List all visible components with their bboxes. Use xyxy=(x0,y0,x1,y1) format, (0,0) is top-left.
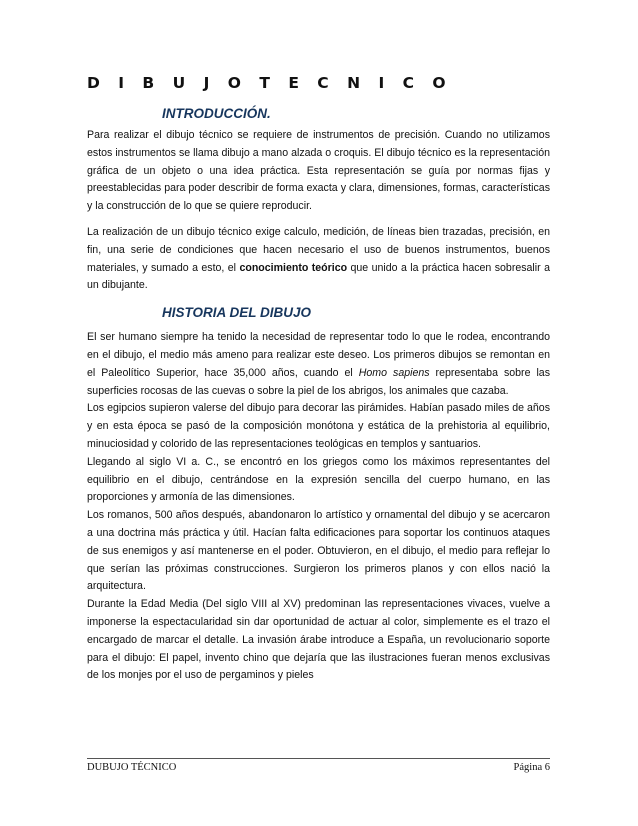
paragraph-text: representaba sobre las superficies rocosas de las cuevas o sobre la piel de los abrigos, los animales que cazaba. xyxy=(87,366,550,397)
paragraph xyxy=(87,224,550,295)
paragraph: Los romanos, 500 años después, abandonaron lo artístico y ornamental del dibujo y se acercaron a una doctrina más práctica y útil. Hacían falta edificaciones para soportar los continuos ataques de sus enemigos y así mantenerse en el poder. Obtuvieron, en el dibujo, el medio para reflejar lo que serían las próximas construcciones. Surgieron los primeros planos y con ellos nació la arquitectura. xyxy=(87,509,550,593)
paragraph: Durante la Edad Media (Del siglo VIII al XV) predominan las representaciones vivaces, vuelve a imponerse la espectacularidad sin dar oportunidad de actuar al color, simplemente es el trazo el encargado de marcar el detalle. La invasión árabe introduce a España, un revolucionario soporte para el dibujo: El papel, invento chino que dejaría que las ilustraciones fueran menos exclusivas de los monjes por el uso de pergaminos y pieles xyxy=(87,598,550,682)
paragraph: Los egipcios supieron valerse del dibujo para decorar las pirámides. Habían pasado miles de años y en esta época se pasó de la composición monótona y estática de la prehistoria al equilibrio, minuciosidad y colorido de las representaciones teológicas en templos y santuarios. xyxy=(87,402,550,450)
footer-page-number: Página 6 xyxy=(513,762,550,773)
paragraph-text: que unido a la práctica hacen sobresalir a un dibujante. xyxy=(87,261,550,292)
paragraph xyxy=(87,329,550,400)
italic-term: Homo sapiens xyxy=(358,366,430,379)
section-heading-historia: HISTORIA DEL DIBUJO xyxy=(162,305,312,321)
footer-document-name: DUBUJO TÉCNICO xyxy=(87,762,177,773)
document-title: D I B U J O T E C N I C O xyxy=(87,74,453,92)
paragraph-text: La realización de un dibujo técnico exige calculo, medición, de líneas bien trazadas, precisión, en fin, una serie de condiciones que hacen necesario el uso de buenos instrumentos, buenos materiales, y sumado a esto, el xyxy=(87,225,550,274)
bold-term: conocimiento teórico xyxy=(239,261,348,274)
page-footer xyxy=(87,758,550,773)
paragraph-text: El ser humano siempre ha tenido la necesidad de representar todo lo que le rodea, encontrando en el dibujo, el medio más ameno para realizar este deseo. Los primeros dibujos se remontan en el Paleolítico Superior, hace 35,000 años, cuando el xyxy=(87,331,550,379)
paragraph: Para realizar el dibujo técnico se requiere de instrumentos de precisión. Cuando no utilizamos estos instrumentos se llama dibujo a mano alzada o croquis. El dibujo técnico es la representación gráfica de un objeto o una idea práctica. Esta representación se guía por normas fijas y preestablecidas para poder describir de forma exacta y clara, dimensiones, formas, características y la construcción de lo que se quiere reproducir. xyxy=(87,129,550,213)
paragraph: Llegando al siglo VI a. C., se encontró en los griegos como los máximos representantes del equilibrio en el dibujo, centrándose en la expresión sencilla del cuerpo humano, en las proporciones y armonía de las dimensiones. xyxy=(87,455,550,504)
section-heading-introduccion: INTRODUCCIÓN. xyxy=(162,106,271,121)
page-content xyxy=(87,72,550,685)
